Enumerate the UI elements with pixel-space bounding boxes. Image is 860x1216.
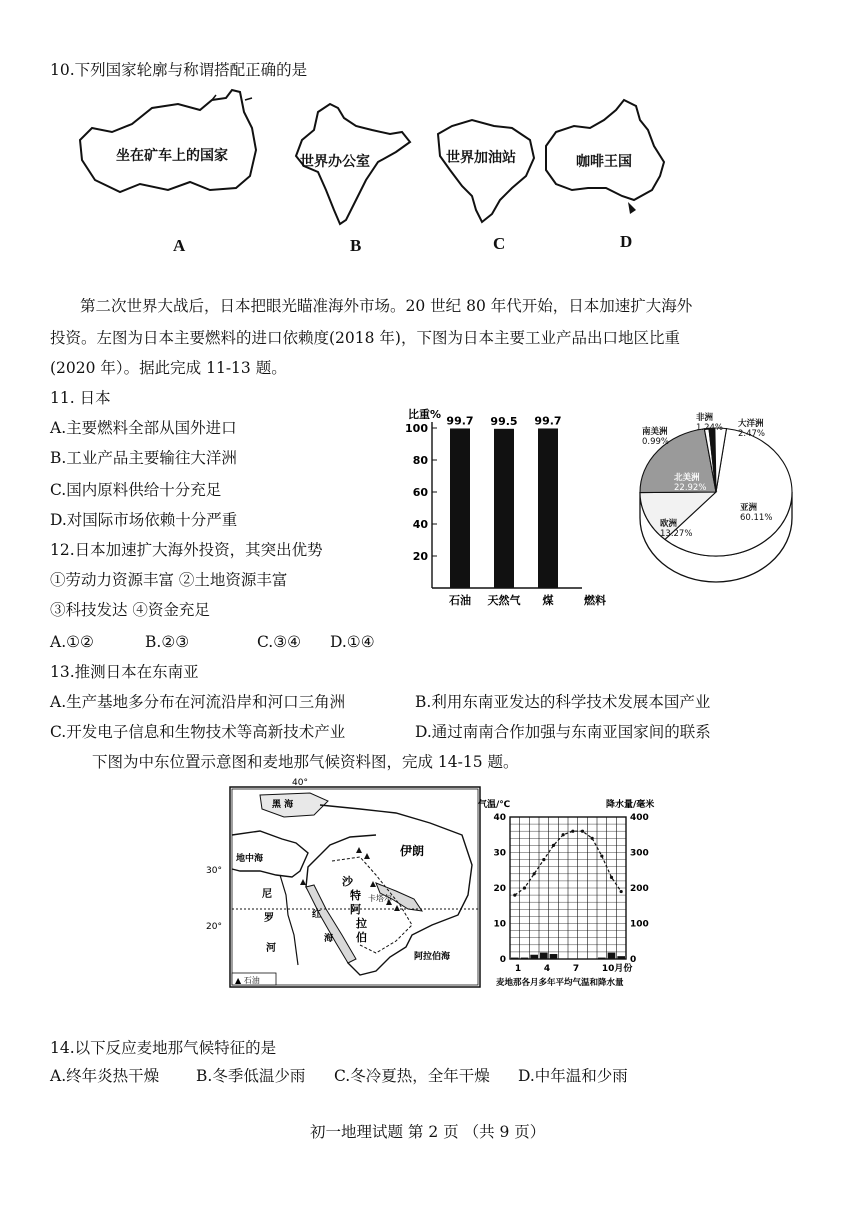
bar-category-label-0: 石油	[449, 594, 471, 607]
passage-line1: 第二次世界大战后，日本把眼光瞄准海外市场。20 世纪 80 年代开始，日本加速扩大海外	[80, 297, 693, 315]
lon-40-label: 40°	[292, 778, 308, 788]
country-maps	[0, 0, 860, 260]
map-d-title: 咖啡王国	[576, 154, 632, 170]
temperature-point-4	[552, 844, 555, 847]
q12-stem: 12.日本加速扩大海外投资，其突出优势	[50, 541, 323, 559]
saudi-label-1: 沙	[342, 875, 353, 888]
pie-value-label-1: 13.27%	[660, 529, 693, 539]
map-legend: ▲ 石油	[235, 976, 260, 985]
pie-value-label-0: 60.11%	[740, 513, 773, 523]
precip-bar-4	[550, 954, 558, 959]
page-footer: 初一地理试题 第 2 页 （共 9 页）	[310, 1123, 546, 1141]
q14-option-b: B.冬季低温少雨	[196, 1067, 306, 1085]
climate-y1tick-3: 30	[493, 848, 506, 859]
climate-y2tick-0: 0	[630, 955, 637, 965]
pie-value-label-3: 0.99%	[642, 437, 670, 447]
q13-option-c: C.开发电子信息和生物技术等高新技术产业	[50, 723, 346, 741]
bar-category-label-2: 煤	[542, 594, 554, 607]
temperature-point-1	[523, 886, 526, 889]
temperature-point-2	[533, 872, 536, 875]
saudi-label-2: 特	[350, 889, 361, 902]
bar-category-label-1: 天然气	[487, 594, 521, 607]
bar-ytick-label-2: 60	[412, 486, 428, 499]
bar-ytick-label-1: 40	[412, 518, 428, 531]
pie-value-label-4: 1.24%	[696, 423, 724, 433]
bar-ytick-label-0: 20	[412, 550, 428, 563]
temperature-point-6	[571, 830, 574, 833]
outline-brazil	[438, 120, 534, 222]
climate-xtick-2: 7	[572, 964, 580, 974]
q11-stem: 11. 日本	[50, 389, 111, 407]
pie-label-1: 欧洲	[660, 519, 678, 529]
precip-bar-10	[608, 953, 616, 959]
outline-australia	[80, 90, 256, 192]
q12-option-a: A.①②	[50, 633, 94, 651]
q14-option-c: C.冬冷夏热，全年干燥	[334, 1067, 490, 1085]
temperature-point-9	[600, 854, 603, 857]
q14-option-a: A.终年炎热干燥	[50, 1067, 160, 1085]
red-sea-label-2: 海	[324, 934, 334, 944]
pie-label-2: 北美洲	[674, 473, 700, 483]
pie-label-4: 非洲	[696, 413, 714, 423]
q12-option-b: B.②③	[145, 633, 190, 651]
map-b-letter: B	[350, 236, 362, 255]
bar-0	[450, 428, 470, 588]
mediterranean-label: 地中海	[236, 854, 264, 864]
climate-y2tick-2: 200	[630, 884, 649, 894]
climate-y1label: 气温/℃	[478, 800, 511, 810]
map-a-title: 坐在矿车上的国家	[116, 148, 228, 164]
climate-y1tick-2: 20	[493, 884, 506, 894]
middle-east-map	[200, 775, 490, 995]
bar-value-label-0: 99.7	[446, 414, 474, 428]
lat-20-label: 20°	[206, 922, 222, 932]
q12-option-d: D.①④	[330, 633, 375, 651]
q11-option-b: B.工业产品主要输往大洋洲	[50, 449, 237, 467]
bar-xlabel: 燃料	[584, 594, 606, 607]
pie-label-0: 亚洲	[740, 503, 758, 513]
climate-y2label: 降水量/毫米	[606, 800, 655, 810]
outline-russia	[546, 100, 664, 200]
temperature-point-7	[581, 830, 584, 833]
q12-line2: ③科技发达 ④资金充足	[50, 601, 210, 619]
precip-bar-1	[521, 958, 529, 959]
black-sea-label: 黑 海	[272, 800, 294, 810]
q11-option-d: D.对国际市场依赖十分严重	[50, 511, 238, 529]
nile-label-1: 尼	[262, 889, 272, 900]
q14-option-d: D.中年温和少雨	[518, 1067, 628, 1085]
precip-bar-11	[617, 956, 625, 959]
precip-bar-3	[540, 953, 548, 959]
pie-value-label-5: 2.47%	[738, 429, 766, 439]
precip-bar-9	[598, 958, 606, 959]
q13-option-a: A.生产基地多分布在河流沿岸和河口三角洲	[50, 693, 346, 711]
q11-option-a: A.主要燃料全部从国外进口	[50, 419, 237, 437]
temperature-point-5	[562, 833, 565, 836]
passage-line2: 投资。左图为日本主要燃料的进口依赖度(2018 年)，下图为日本主要工业产品出口地区比重	[50, 329, 680, 347]
temperature-point-10	[610, 876, 613, 879]
pie-label-5: 大洋洲	[738, 419, 764, 429]
q10-stem: 10.下列国家轮廓与称谓搭配正确的是	[50, 61, 308, 79]
intro-14-15: 下图为中东位置示意图和麦地那气候资料图，完成 14-15 题。	[92, 753, 519, 771]
q13-option-b: B.利用东南亚发达的科学技术发展本国产业	[415, 693, 711, 711]
medina-climate-chart	[478, 795, 658, 1005]
bar-2	[538, 428, 558, 588]
qatar-label: 卡塔尔	[368, 894, 392, 903]
fuel-import-bar-chart	[400, 402, 606, 612]
climate-y2tick-1: 100	[630, 919, 649, 930]
passage-line3: (2020 年）。据此完成 11-13 题。	[50, 359, 287, 377]
climate-y2tick-3: 300	[630, 848, 649, 859]
iran-label: 伊朗	[400, 844, 425, 858]
bar-ylabel: 比重%	[408, 408, 442, 421]
temperature-point-8	[591, 837, 594, 840]
map-b-title: 世界办公室	[300, 154, 370, 170]
temperature-point-0	[513, 894, 516, 897]
climate-y1tick-1: 10	[493, 919, 506, 930]
q12-line1: ①劳动力资源丰富 ②土地资源丰富	[50, 571, 288, 589]
q14-stem: 14.以下反应麦地那气候特征的是	[50, 1039, 277, 1057]
nile-label-3: 河	[266, 943, 276, 954]
nile-label-2: 罗	[264, 913, 274, 924]
climate-y1tick-0: 0	[499, 955, 506, 965]
precip-bar-2	[530, 955, 538, 959]
red-sea-label-1: 红	[312, 910, 322, 920]
climate-title: 麦地那各月多年平均气温和降水量	[496, 978, 624, 988]
pie-value-label-2: 22.92%	[674, 483, 707, 493]
map-a-letter: A	[173, 236, 186, 255]
temperature-point-11	[620, 890, 623, 893]
saudi-label-5: 伯	[356, 931, 367, 944]
saudi-label-3: 阿	[350, 903, 361, 916]
climate-xtick-1: 4	[543, 964, 551, 974]
precip-bar-0	[511, 958, 519, 959]
map-d-letter: D	[620, 232, 633, 251]
arabian-sea-label: 阿拉伯海	[414, 952, 451, 962]
q11-option-c: C.国内原料供给十分充足	[50, 481, 222, 499]
map-c-letter: C	[493, 234, 506, 253]
q13-stem: 13.推测日本在东南亚	[50, 663, 199, 681]
bar-ytick-label-4: 100	[405, 422, 428, 435]
bar-ytick-label-3: 80	[412, 454, 428, 467]
pie-label-3: 南美洲	[642, 427, 668, 437]
bar-1	[494, 429, 514, 588]
map-c-title: 世界加油站	[446, 150, 516, 166]
climate-y1tick-4: 40	[493, 813, 506, 823]
bar-value-label-2: 99.7	[534, 414, 562, 428]
bar-value-label-1: 99.5	[490, 414, 518, 428]
climate-xtick-0: 1	[514, 964, 522, 974]
climate-y2tick-4: 400	[630, 813, 649, 823]
saudi-label-4: 拉	[356, 917, 367, 930]
export-region-pie-chart	[630, 400, 810, 600]
lat-30-label: 30°	[206, 866, 222, 876]
q12-option-c: C.③④	[257, 633, 302, 651]
q13-option-d: D.通过南南合作加强与东南亚国家间的联系	[415, 723, 711, 741]
climate-xtick-3: 10月份	[601, 964, 633, 974]
temperature-point-3	[542, 858, 545, 861]
